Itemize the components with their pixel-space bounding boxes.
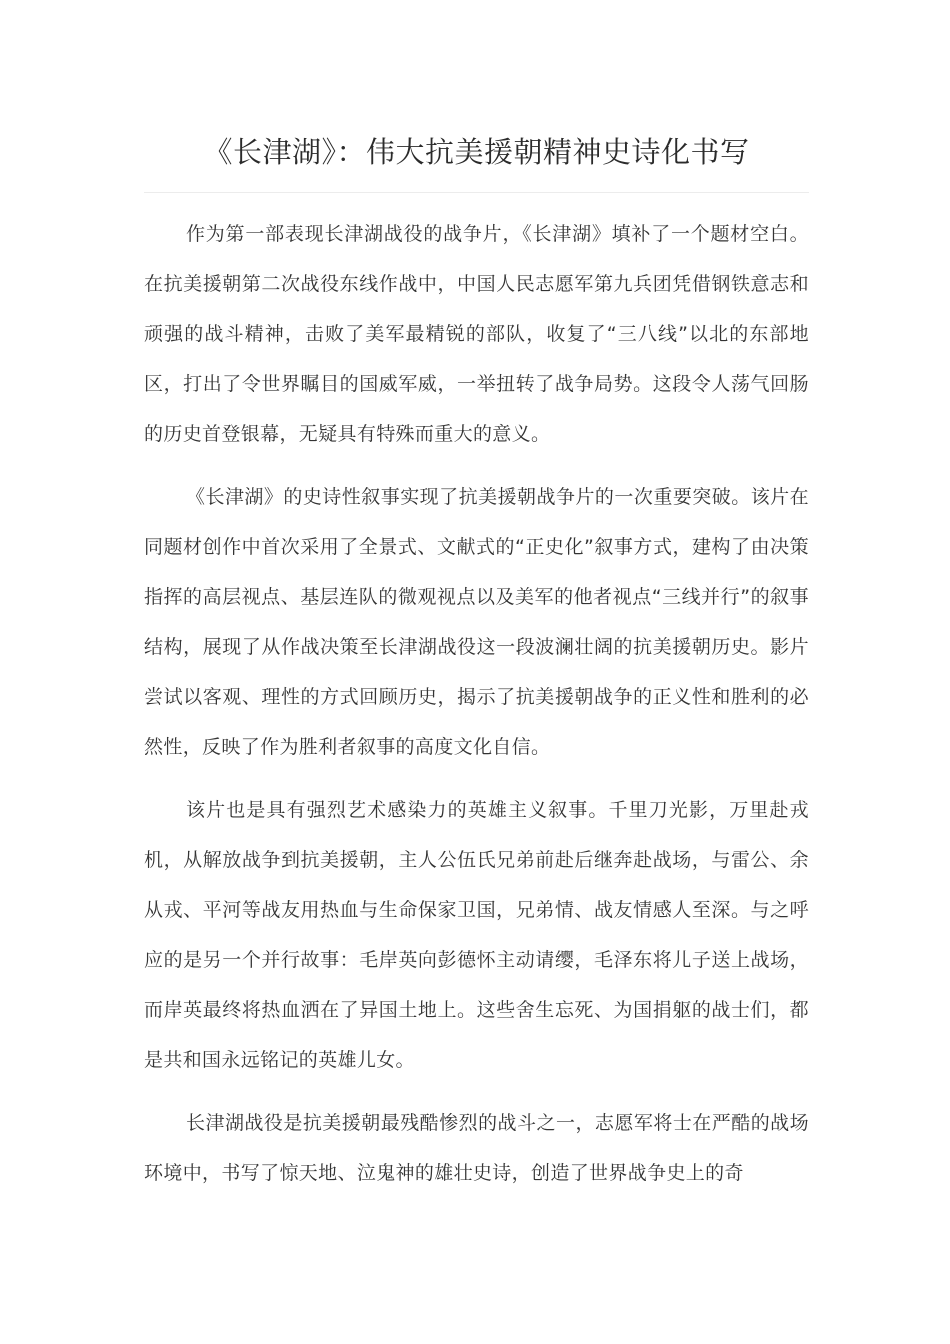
document-page	[144, 0, 809, 1211]
paragraph-2: 《长津湖》的史诗性叙事实现了抗美援朝战争片的一次重要突破。该片在同题材创作中首次采用了全景式、文献式的“正史化”叙事方式，建构了由决策指挥的高层视点、基层连队的微观视点以及美军的他者视点“三线并行”的叙事结构，展现了从作战决策至长津湖战役这一段波澜壮阔的抗美援朝历史。影片尝试以客观、理性的方式回顾历史，揭示了抗美援朝战争的正义性和胜利的必然性，反映了作为胜利者叙事的高度文化自信。	[144, 486, 809, 758]
article-body	[144, 209, 809, 1198]
article-title: 《长津湖》：伟大抗美援朝精神史诗化书写	[203, 135, 750, 169]
paragraph-3: 该片也是具有强烈艺术感染力的英雄主义叙事。千里刀光影，万里赴戎机，从解放战争到抗美援朝，主人公伍氏兄弟前赴后继奔赴战场，与雷公、余从戎、平河等战友用热血与生命保家卫国，兄弟情、战友情感人至深。与之呼应的是另一个并行故事：毛岸英向彭德怀主动请缨，毛泽东将儿子送上战场，而岸英最终将热血洒在了异国土地上。这些舍生忘死、为国捐躯的战士们，都是共和国永远铭记的英雄儿女。	[144, 799, 809, 1071]
paragraph-1: 作为第一部表现长津湖战役的战争片，《长津湖》填补了一个题材空白。在抗美援朝第二次战役东线作战中，中国人民志愿军第九兵团凭借钢铁意志和顽强的战斗精神，击败了美军最精锐的部队，收复了“三八线”以北的东部地区，打出了令世界瞩目的国威军威，一举扭转了战争局势。这段令人荡气回肠的历史首登银幕，无疑具有特殊而重大的意义。	[144, 223, 809, 445]
title-divider	[144, 192, 809, 193]
paragraph-4: 长津湖战役是抗美援朝最残酷惨烈的战斗之一，志愿军将士在严酷的战场环境中，书写了惊天地、泣鬼神的雄壮史诗，创造了世界战争史上的奇	[144, 1112, 809, 1184]
